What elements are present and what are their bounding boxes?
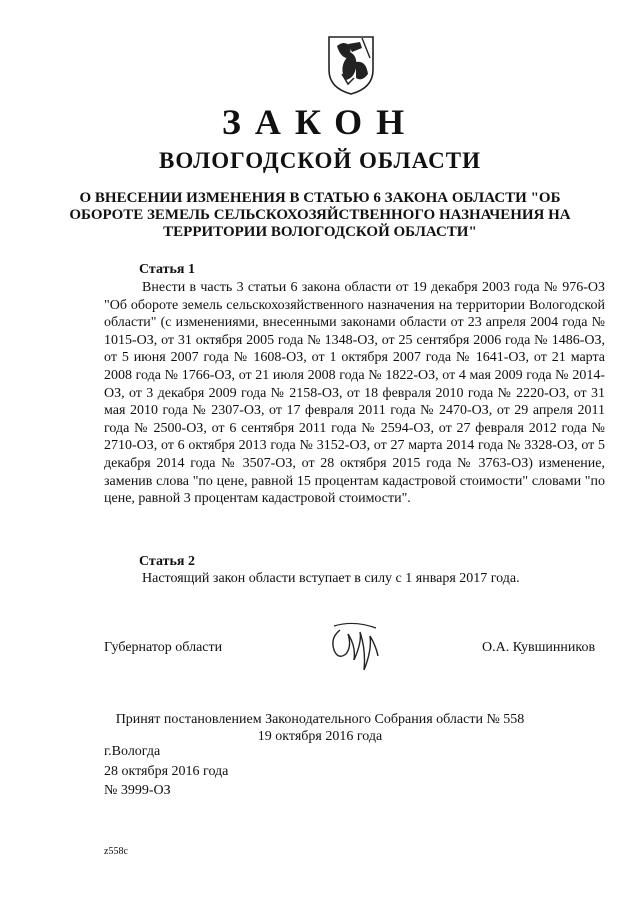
- article-1-text: Внести в часть 3 статьи 6 закона области от 19 декабря 2003 года № 976-ОЗ "Об обороте земель сельскохозяйственного назначения на территории Вологодской области" (с изменениями, внесенными законами области от 23 апреля 2004 года № 1015-ОЗ, от 31 октября 2005 года № 1348-ОЗ, от 25 сентября 2006 года № 1486-ОЗ, от 5 июня 2007 года № 1608-ОЗ, от 1 октября 2007 года № 1641-ОЗ, от 21 марта 2008 года № 1766-ОЗ, от 21 июля 2008 года № 1822-ОЗ, от 4 мая 2009 года № 2014-ОЗ, от 3 декабря 2009 года № 2158-ОЗ, от 18 февраля 2010 года № 2220-ОЗ, от 31 мая 2010 года № 2307-ОЗ, от 17 февраля 2011 года № 2470-ОЗ, от 29 апреля 2011 года № 2500-ОЗ, от 6 сентября 2011 года № 2594-ОЗ, от 27 февраля 2012 года № 2710-ОЗ, от 6 октября 2013 года № 3152-ОЗ, от 27 марта 2014 года № 3328-ОЗ, от 5 декабря 2014 года № 3507-ОЗ, от 28 октября 2015 года № 3763-ОЗ) изменение, заменив слова "по цене, равной 15 процентам кадастровой стоимости" словами "по цене, равной 3 процентам кадастровой стоимости".: [104, 280, 605, 507]
- adoption-note: [0, 711, 640, 745]
- city: г.Вологда: [104, 744, 161, 759]
- adoption-line-1: Принят постановлением Законодательного Собрания области № 558: [115, 712, 525, 727]
- sign-date: 28 октября 2016 года: [104, 763, 229, 779]
- law-subject: О ВНЕСЕНИИ ИЗМЕНЕНИЯ В СТАТЬЮ 6 ЗАКОНА ОБЛАСТИ "ОБ ОБОРОТЕ ЗЕМЕЛЬ СЕЛЬСКОХОЗЯЙСТВЕННОГО НАЗНАЧЕНИЯ НА ТЕРРИТОРИИ ВОЛОГОДСКОЙ ОБЛАСТИ": [69, 190, 571, 240]
- region-title: ВОЛОГОДСКОЙ ОБЛАСТИ: [159, 148, 481, 173]
- governor-name: О.А. Кувшинников: [482, 640, 596, 655]
- article-1-heading: Статья 1: [139, 262, 195, 277]
- governor-title: Губернатор области: [104, 640, 223, 655]
- article-2-text: Настоящий закон области вступает в силу с 1 января 2017 года.: [142, 571, 520, 586]
- law-number: № 3999-ОЗ: [104, 783, 171, 798]
- document-code: z558c: [104, 846, 128, 857]
- coat-of-arms-icon: [326, 34, 376, 96]
- article-2-heading: Статья 2: [139, 554, 195, 569]
- law-title: ЗАКОН: [221, 102, 419, 142]
- adoption-line-2: 19 октября 2016 года: [257, 729, 383, 744]
- place-and-date: [104, 742, 228, 801]
- signature-icon: [326, 616, 384, 676]
